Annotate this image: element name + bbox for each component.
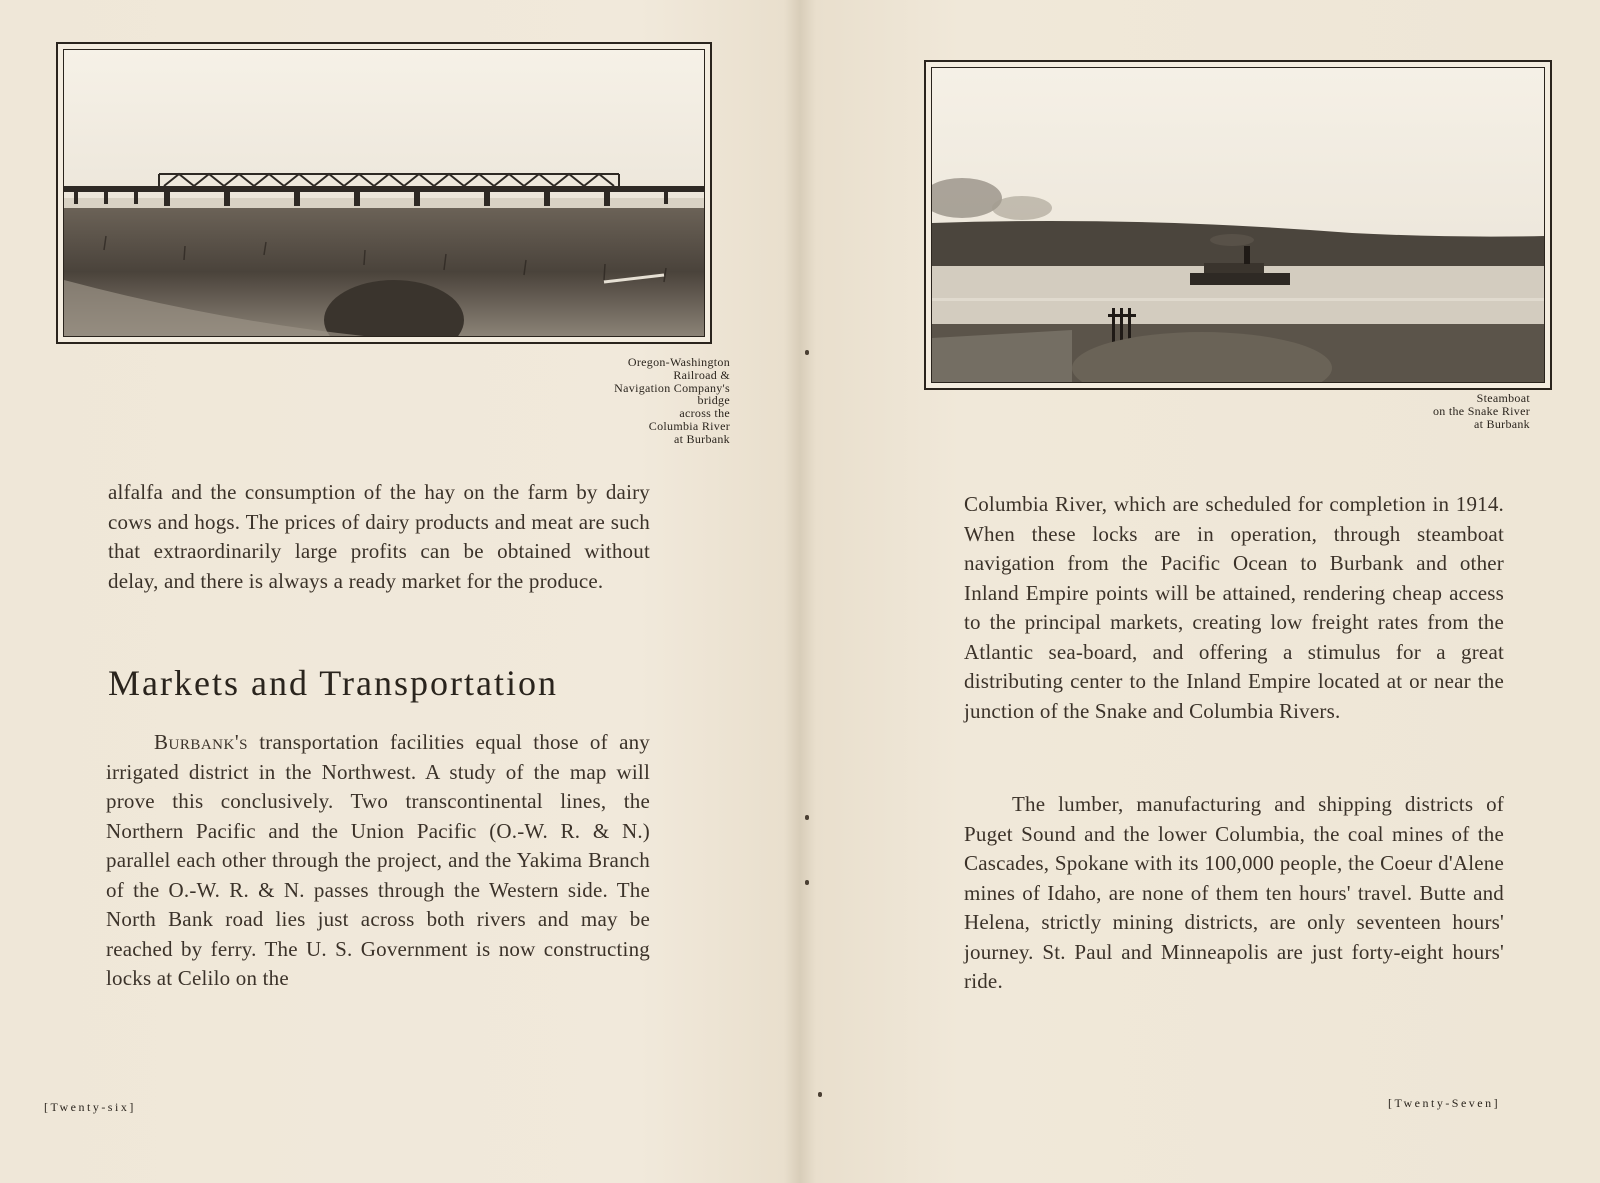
distances-paragraph: The lumber, manufacturing and shipping districts of Puget Sound and the lower Columbia, the coal mines of the Cascades, Spokane with its 100,000 people, the Coeur d'Alene mines of Idaho, are none of them ten hours' travel. Butte and Helena, strictly mining districts, are only seventeen hours' journey. St. Paul and Minneapolis are just forty-eight hours' ride. (964, 792, 1504, 993)
caption-line: at Burbank (674, 431, 730, 446)
right-page (800, 0, 1600, 1183)
caption-line: Railroad & (673, 367, 730, 382)
intro-paragraph: alfalfa and the consumption of the hay on the farm by dairy cows and hogs. The prices of dairy products and meat are such that extraordinarily large profits can be obtained without delay, and there is always a ready market for the produce. (108, 480, 650, 593)
transport-paragraph (106, 728, 650, 994)
page-number-right: [Twenty-Seven] (1388, 1096, 1501, 1110)
intro-paragraph-block (108, 478, 650, 596)
caption-line: Columbia River (648, 418, 730, 433)
steamboat-photo-icon (931, 67, 1545, 383)
caption-line: across the (679, 406, 730, 421)
caption-line: Steamboat (1476, 391, 1530, 405)
locks-paragraph: Columbia River, which are scheduled for completion in 1914. When these locks are in operation, through steamboat navigation from the Pacific Ocean to Burbank and other Inland Empire points will be attained, rendering cheap access to the principal markets, creating low freight rates from the Atlantic sea-board, and offering a stimulus for a great distributing center to the Inland Empire located at or near the junction of the Snake and Columbia Rivers. (964, 492, 1504, 723)
bridge-photo (56, 42, 712, 344)
caption-line: bridge (697, 393, 730, 408)
transport-paragraph-block (106, 728, 650, 994)
caption-line: at Burbank (1474, 416, 1530, 431)
caption-line: Oregon-Washington (627, 355, 730, 369)
caption-line: on the Snake River (1432, 403, 1530, 418)
section-heading: Markets and Transportation (108, 663, 558, 703)
right-paragraph-block-1 (964, 490, 1504, 726)
bridge-photo-icon (63, 49, 705, 337)
bridge-photo-caption (540, 356, 730, 446)
steamboat-photo-caption (1360, 392, 1530, 430)
page-number-left: [Twenty-six] (44, 1100, 136, 1114)
steamboat-photo (924, 60, 1552, 390)
caption-line: Navigation Company's (614, 380, 730, 395)
lead-word: Burbank's (154, 730, 248, 754)
right-paragraph-block-2 (964, 790, 1504, 997)
transport-paragraph-text: transportation facilities equal those of any irrigated district in the Northwest. A study of the map will prove this conclusively. Two transcontinental lines, the Northern Pacific and the Union Pacific (O.-W. R. & N.) parallel each other through the project, and the Yakima Branch of the O.-W. R. & N. passes through the Western side. The North Bank road lies just across both rivers and may be reached by ferry. The U. S. Government is now constructing locks at Celilo on the (106, 730, 650, 990)
